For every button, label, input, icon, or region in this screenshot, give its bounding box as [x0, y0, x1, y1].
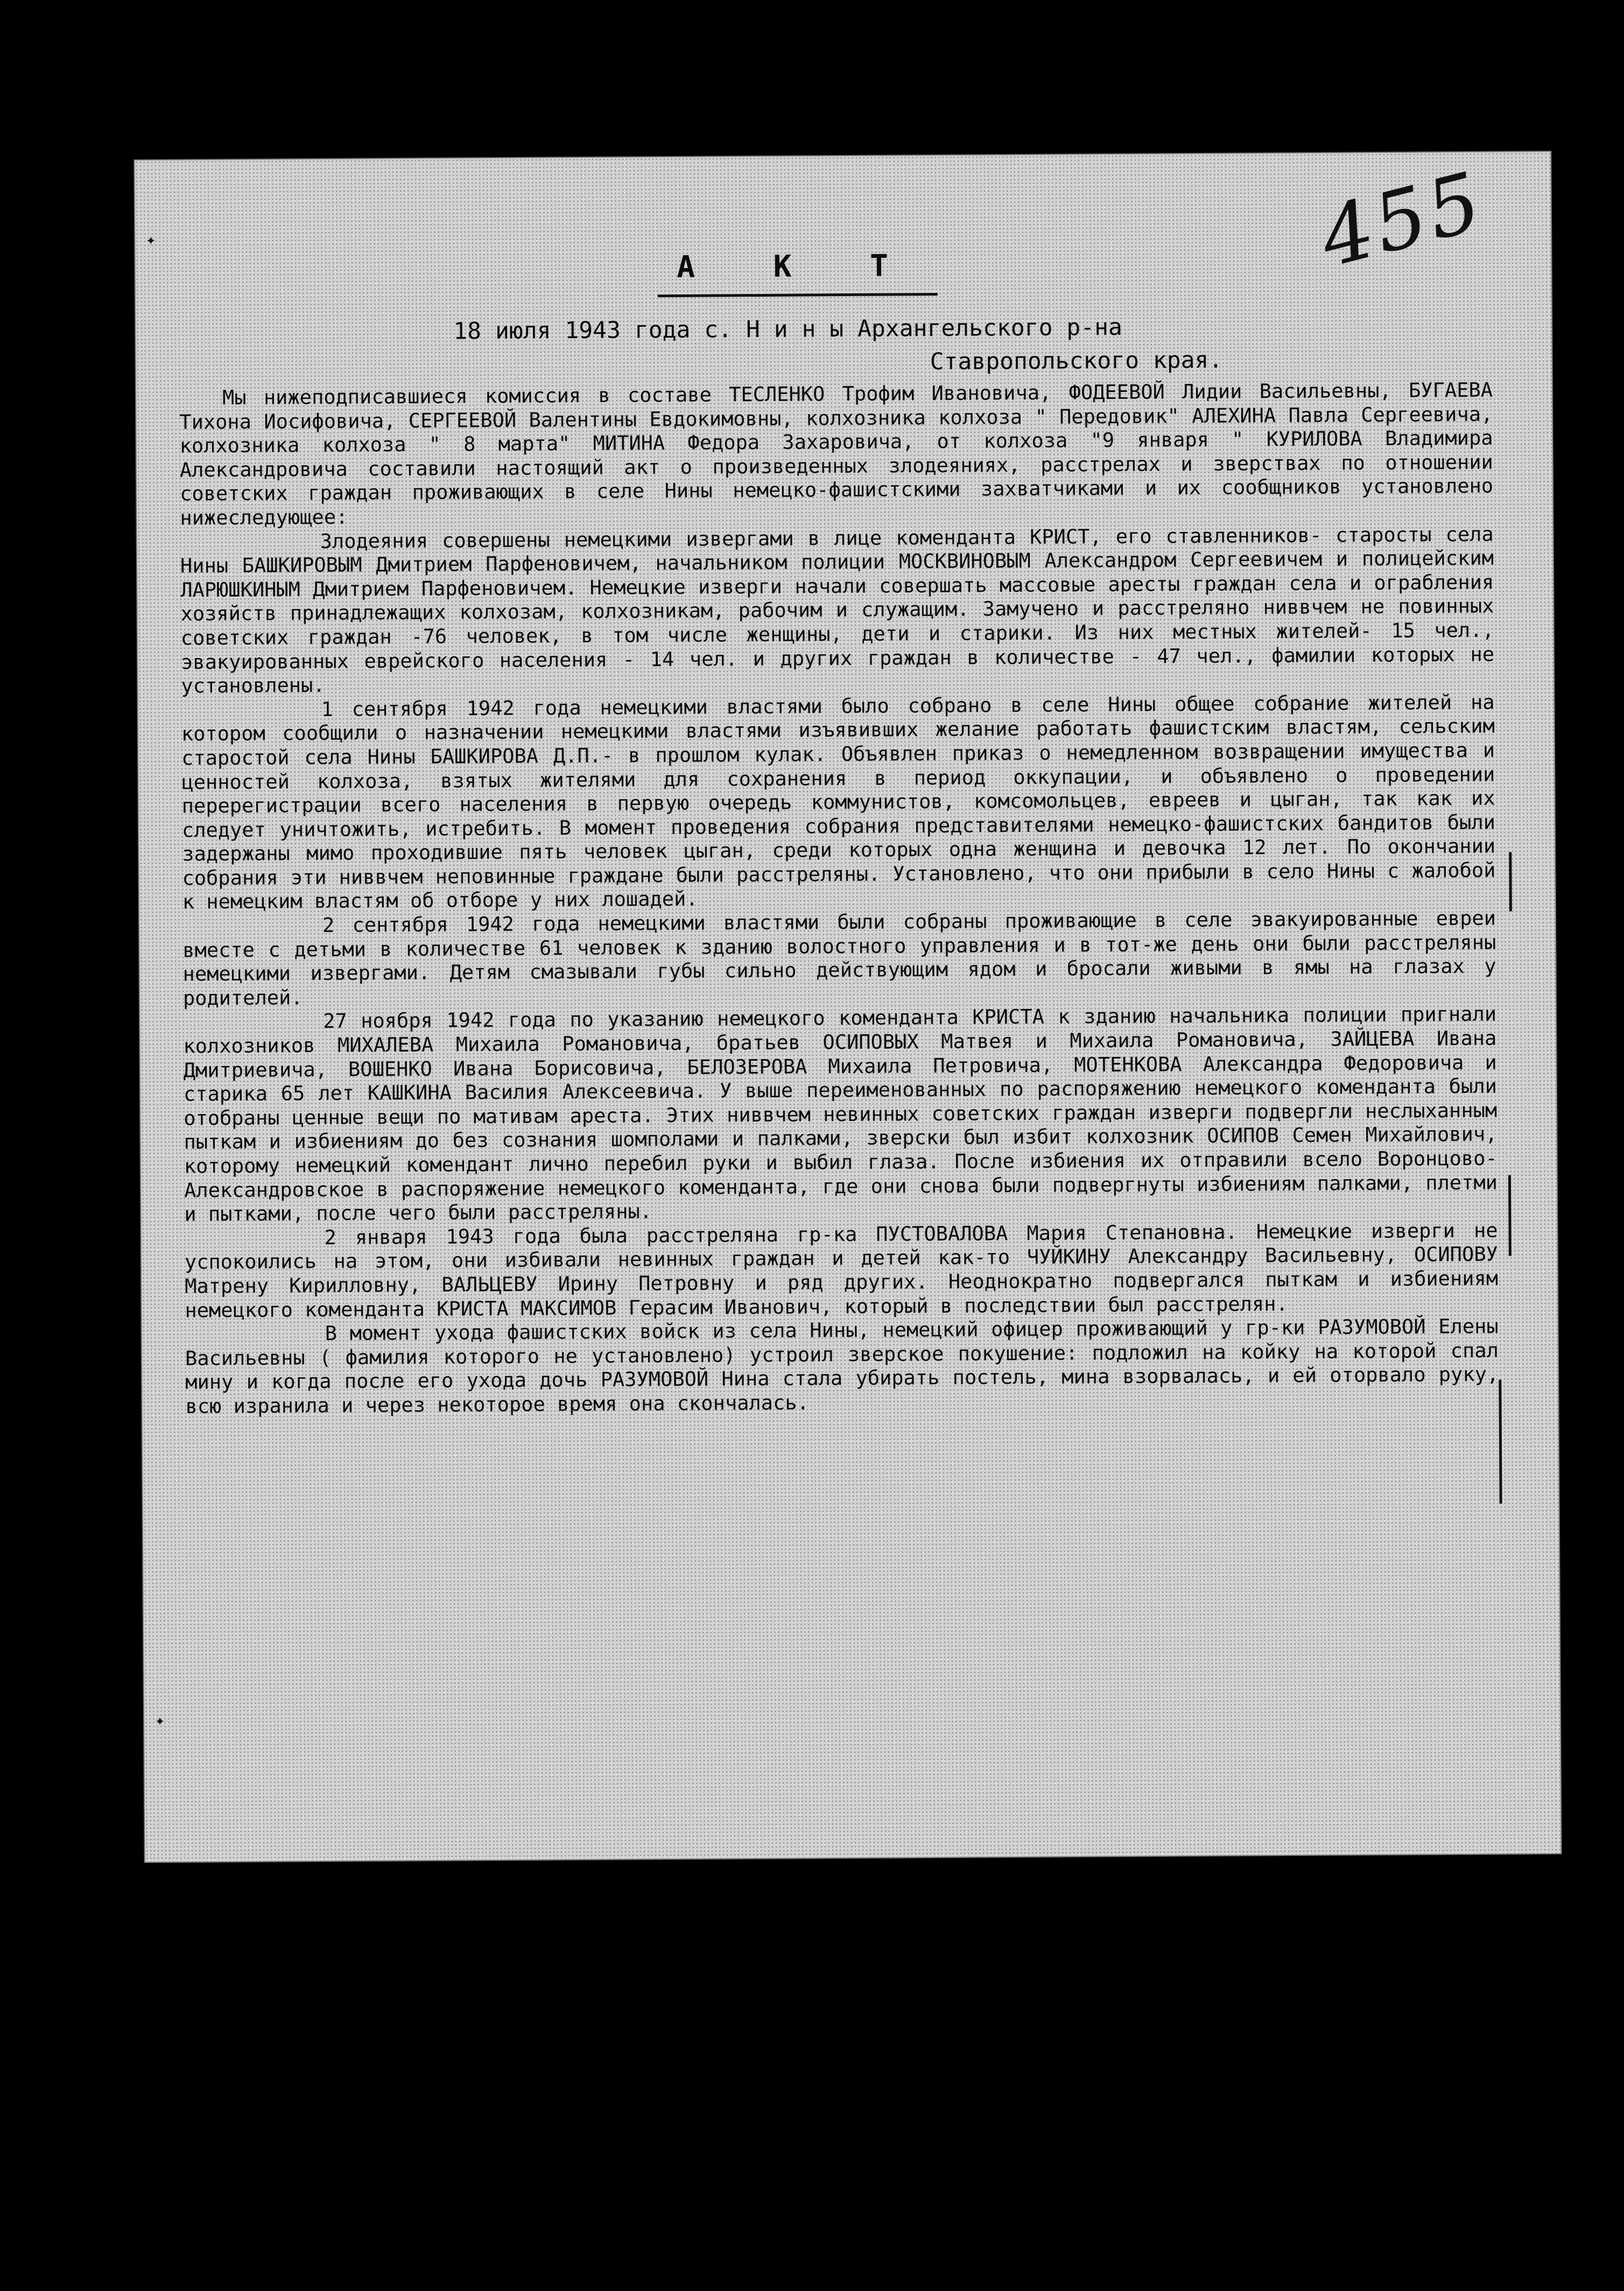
document-page [135, 152, 1560, 1862]
paragraph-sept-2-1942: 2 сентября 1942 года немецкими властями были собраны проживающие в селе эвакуированные евреи вместе с детьми в количестве 61 человек к зданию волостного управления и в тот-же день они были расстреляны немецкими извергами. Детям смазывали губы сильно действующим ядом и бросали живыми в ямы на глазах у родителей. [182, 906, 1496, 1010]
dateline [453, 309, 1423, 384]
paragraph-nov-27-1942: 27 ноября 1942 года по указанию немецкого коменданта КРИСТА к зданию начальника полиции пригнали колхозников МИХАЛЕВА Михаила Романовича, братьев ОСИПОВЫХ Матвея и Михаила Романовича, ЗАЙЦЕВА Ивана Дмитриевича, ВОШЕНКО Ивана Борисовича, БЕЛОЗЕРОВА Михаила Петровича, МОТЕНКОВА Александра Федоровича и старика 65 лет КАШКИНА Василия Алексеевича. У выше переименованных по распоряжению немецкого коменданта были отобраны ценные вещи по мативам ареста. Этих ниввчем невинных советских граждан изверги подвергли неслыханным пыткам и избиениям до без сознания шомполами и палками, зверски был избит колхозник ОСИПОВ Семен Михайлович, которому немецкий комендант лично перебил руки и выбил глаза. После избиения их отправили всело Воронцово-Александровское в распоряжение немецкого коменданта, где они снова были подвергнуты избиениям палками, плетми и пытками, после чего были расстреляны. [183, 1003, 1498, 1226]
document-title: А К Т [657, 244, 938, 297]
document-body [179, 379, 1501, 1819]
punch-mark: ✦ [146, 230, 156, 249]
margin-bracket [1499, 1380, 1509, 1504]
paragraph-commission: Мы нижеподписавшиеся комиссия в составе ТЕСЛЕНКО Трофим Ивановича, ФОДЕЕВОЙ Лидии Васильевны, БУГАЕВА Тихона Иосифовича, СЕРГЕЕВОЙ Валентины Евдокимовны, колхозника колхоза " Передовик" АЛЕХИНА Павла Сергеевича, колхозника колхоза " 8 марта" МИТИНА Федора Захаровича, от колхоза "9 января " КУРИЛОВА Владимира Александровича составили настоящий акт о произведенных злодеяниях, расстрелах и зверствах по отношении советских граждан проживающих в селе Нины немецко-фашистскими захватчиками и их сообщников установлено нижеследующее: [179, 378, 1494, 530]
margin-bracket [1508, 1175, 1519, 1256]
paragraph-sept-1-1942: 1 сентября 1942 года немецкими властями было собрано в селе Нины общее собрание жителей на котором сообщили о назначении немецкими властями изъявивших желание работать фашистским властям, сельским старостой села Нины БАШКИРОВА Д.П.- в прошлом кулак. Объявлен приказ о немедленном возвращении имущества и ценностей колхоза, взятых жителями для сохранения в период оккупации, и объявлено о проведении перерегистрации всего населения в первую очередь коммунистов, комсомольцев, евреев и цыган, так как их следует уничтожить, истребить. В момент проведения собрания представителями немецко-фашистских бандитов были задержаны мимо проходившие пять человек цыган, среди которых одна женщина и девочка 12 лет. По окончании собрания эти ниввчем неповинные граждане были расстреляны. Установлено, что они прибыли в село Нины с жалобой к немецким властям об отборе у них лошадей. [181, 690, 1496, 914]
dateline-region: Ставропольского края. [930, 346, 1223, 376]
paragraph-jan-2-1943: 2 января 1943 года была расстреляна гр-ка ПУСТОВАЛОВА Мария Степановна. Немецкие изверги не успокоились на этом, они избивали невинных граждан и детей как-то ЧУЙКИНУ Александру Васильевну, ОСИПОВУ Матрену Кирилловну, ВАЛЬЦЕВУ Ирину Петровну и ряд других. Неоднократно подвергался пыткам и избиениям немецкого коменданта КРИСТА МАКСИМОВ Герасим Иванович, который в последствии был расстрелян. [184, 1218, 1499, 1322]
paragraph-retreat: В момент ухода фашистских войск из села Нины, немецкий офицер проживающий у гр-ки РАЗУМОВОЙ Елены Васильевны ( фамилия которого не установлено) устроил зверское покушение: подложил на койку на которой спал мину и когда после его ухода дочь РАЗУМОВОЙ Нина стала убирать постель, мина взорвалась, и ей оторвало руку, всю изранила и через некоторое время она скончалась. [185, 1314, 1499, 1418]
punch-mark: ✦ [154, 1711, 165, 1730]
archive-page-number: 455 [1311, 154, 1493, 286]
dateline-date-place: 18 июля 1943 года с. Н и н ы Архангельского р-на [453, 313, 1123, 345]
paragraph-atrocities-summary: Злодеяния совершены немецкими извергами в лице коменданта КРИСТ, его ставленников- старосты села Нины БАШКИРОВЫМ Дмитрием Парфеновичем, начальником полиции МОСКВИНОВЫМ Александром Сергеевичем и полицейским ЛАРЮШКИНЫМ Дмитрием Парфеновичем. Немецкие изверги начали совершать массовые аресты граждан села и ограбления хозяйств принадлежащих колхозам, колхозникам, рабочим и служащим. Замучено и расстреляно ниввчем не повинных советских граждан -76 человек, в том числе женщины, дети и старики. Из них местных жителей- 15 чел., эвакуированных еврейского населения - 14 чел. и других граждан в количестве - 47 чел., фамилии которых не установлены. [180, 522, 1495, 698]
margin-bracket [1509, 852, 1520, 911]
